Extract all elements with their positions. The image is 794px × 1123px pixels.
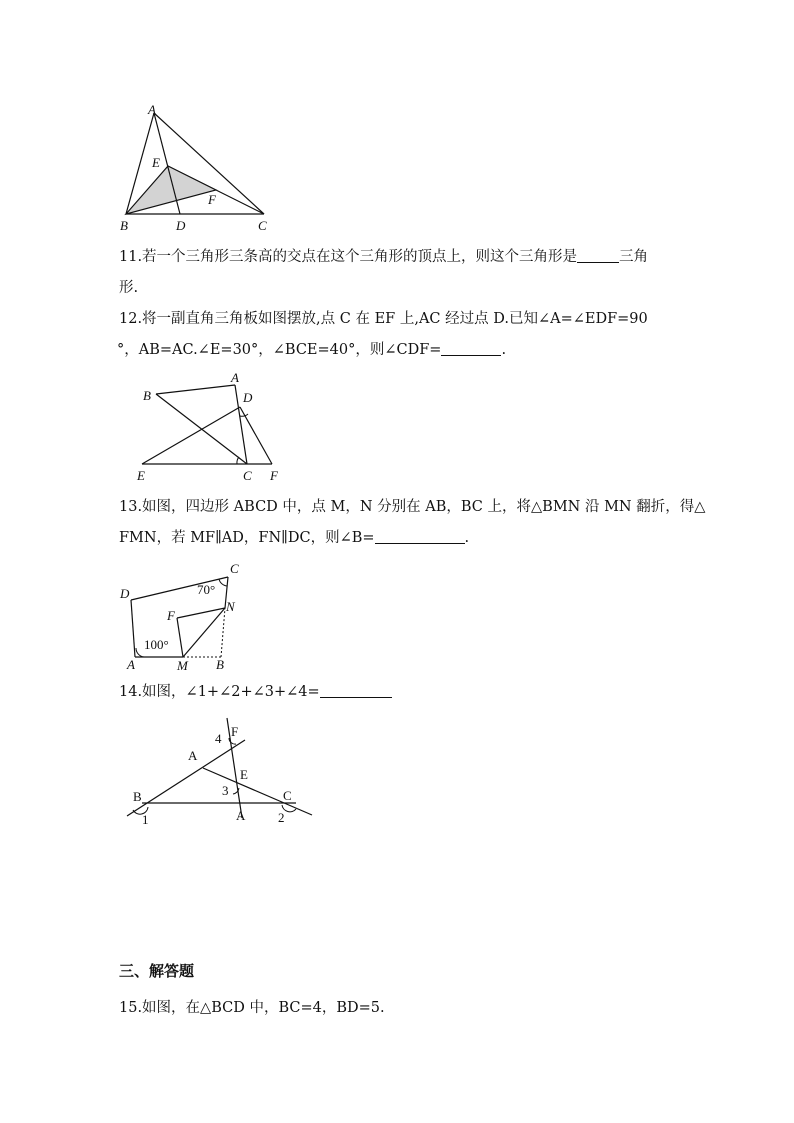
answer-blank-13[interactable] xyxy=(375,529,465,544)
figure-3-svg xyxy=(115,558,255,673)
figure-triangle-bef xyxy=(110,100,280,232)
label-angle-100: 100° xyxy=(144,637,169,652)
label-d: D xyxy=(243,390,253,405)
question-14-line xyxy=(119,682,392,702)
label-1: 1 xyxy=(142,812,149,827)
label-e: E xyxy=(240,767,248,782)
label-m: M xyxy=(177,658,188,673)
segment-ba xyxy=(156,385,235,394)
label-a: A xyxy=(231,370,239,385)
label-b: B xyxy=(216,657,224,672)
shaded-triangle-bef xyxy=(126,166,216,214)
label-f: F xyxy=(208,192,216,207)
answer-blank-14[interactable] xyxy=(320,683,392,698)
label-b: B xyxy=(120,218,128,233)
label-e: E xyxy=(137,468,145,483)
figure-2-svg xyxy=(130,370,290,485)
label-c: C xyxy=(230,561,239,576)
question-12-text-end: . xyxy=(501,342,507,358)
label-3: 3 xyxy=(222,783,229,798)
question-11-text: 11.若一个三角形三条高的交点在这个三角形的顶点上，则这个三角形是 xyxy=(119,249,578,265)
segment-fc xyxy=(216,190,264,214)
figure-intersecting-lines xyxy=(120,712,320,827)
question-11-line-1 xyxy=(119,247,648,267)
label-angle-70: 70° xyxy=(197,582,216,597)
answer-blank-11[interactable] xyxy=(577,248,619,263)
question-11-line-2: 形. xyxy=(119,280,139,296)
question-13-text: FMN，若 MF∥AD，FN∥DC，则∠B= xyxy=(119,530,375,546)
question-12-line-1: 12.将一副直角三角板如图摆放,点 C 在 EF 上,AC 经过点 D.已知∠A=∠EDF=90 xyxy=(119,311,648,327)
segment-da xyxy=(131,600,135,657)
question-12-line-2 xyxy=(117,340,506,360)
label-a-top: A xyxy=(188,748,198,763)
label-b: B xyxy=(133,789,142,804)
question-11-text-end: 三角 xyxy=(619,249,649,265)
segment-ed xyxy=(142,407,240,464)
angle-mark-a xyxy=(136,648,144,657)
label-a: A xyxy=(127,657,135,672)
question-14-text: 14.如图，∠1+∠2+∠3+∠4= xyxy=(119,684,320,700)
label-a: A xyxy=(148,102,156,117)
dashed-segment-bn xyxy=(221,608,225,657)
label-a-bottom: A xyxy=(236,808,246,823)
label-n: N xyxy=(226,599,235,614)
figure-1-svg xyxy=(110,100,280,232)
section-3-title: 三、解答题 xyxy=(119,962,195,980)
label-d: D xyxy=(176,218,186,233)
figure-4-svg xyxy=(120,712,320,827)
question-13-line-2 xyxy=(119,528,469,548)
label-c: C xyxy=(258,218,267,233)
question-15-line: 15.如图，在△BCD 中，BC=4，BD=5. xyxy=(119,1000,385,1016)
label-c: C xyxy=(243,468,252,483)
label-f: F xyxy=(231,724,239,739)
figure-set-squares xyxy=(130,370,290,485)
label-d: D xyxy=(120,586,130,601)
label-4: 4 xyxy=(215,731,222,746)
label-e: E xyxy=(152,155,160,170)
line-ac xyxy=(203,768,312,815)
angle-mark-bce xyxy=(237,457,239,464)
label-c: C xyxy=(283,788,292,803)
label-b: B xyxy=(143,388,151,403)
question-12-text: °，AB=AC.∠E=30°，∠BCE=40°，则∠CDF= xyxy=(117,342,442,358)
question-13-line-1: 13.如图，四边形 ABCD 中，点 M，N 分别在 AB，BC 上，将△BMN 沿 MN 翻折，得△ xyxy=(119,499,706,515)
figure-quadrilateral-fold xyxy=(115,558,255,673)
label-f: F xyxy=(270,468,278,483)
question-13-text-end: . xyxy=(464,530,470,546)
label-f: F xyxy=(167,608,175,623)
segment-fm xyxy=(177,618,183,657)
answer-blank-12[interactable] xyxy=(441,341,501,356)
angle-mark-c xyxy=(219,579,227,586)
label-2: 2 xyxy=(278,810,285,825)
